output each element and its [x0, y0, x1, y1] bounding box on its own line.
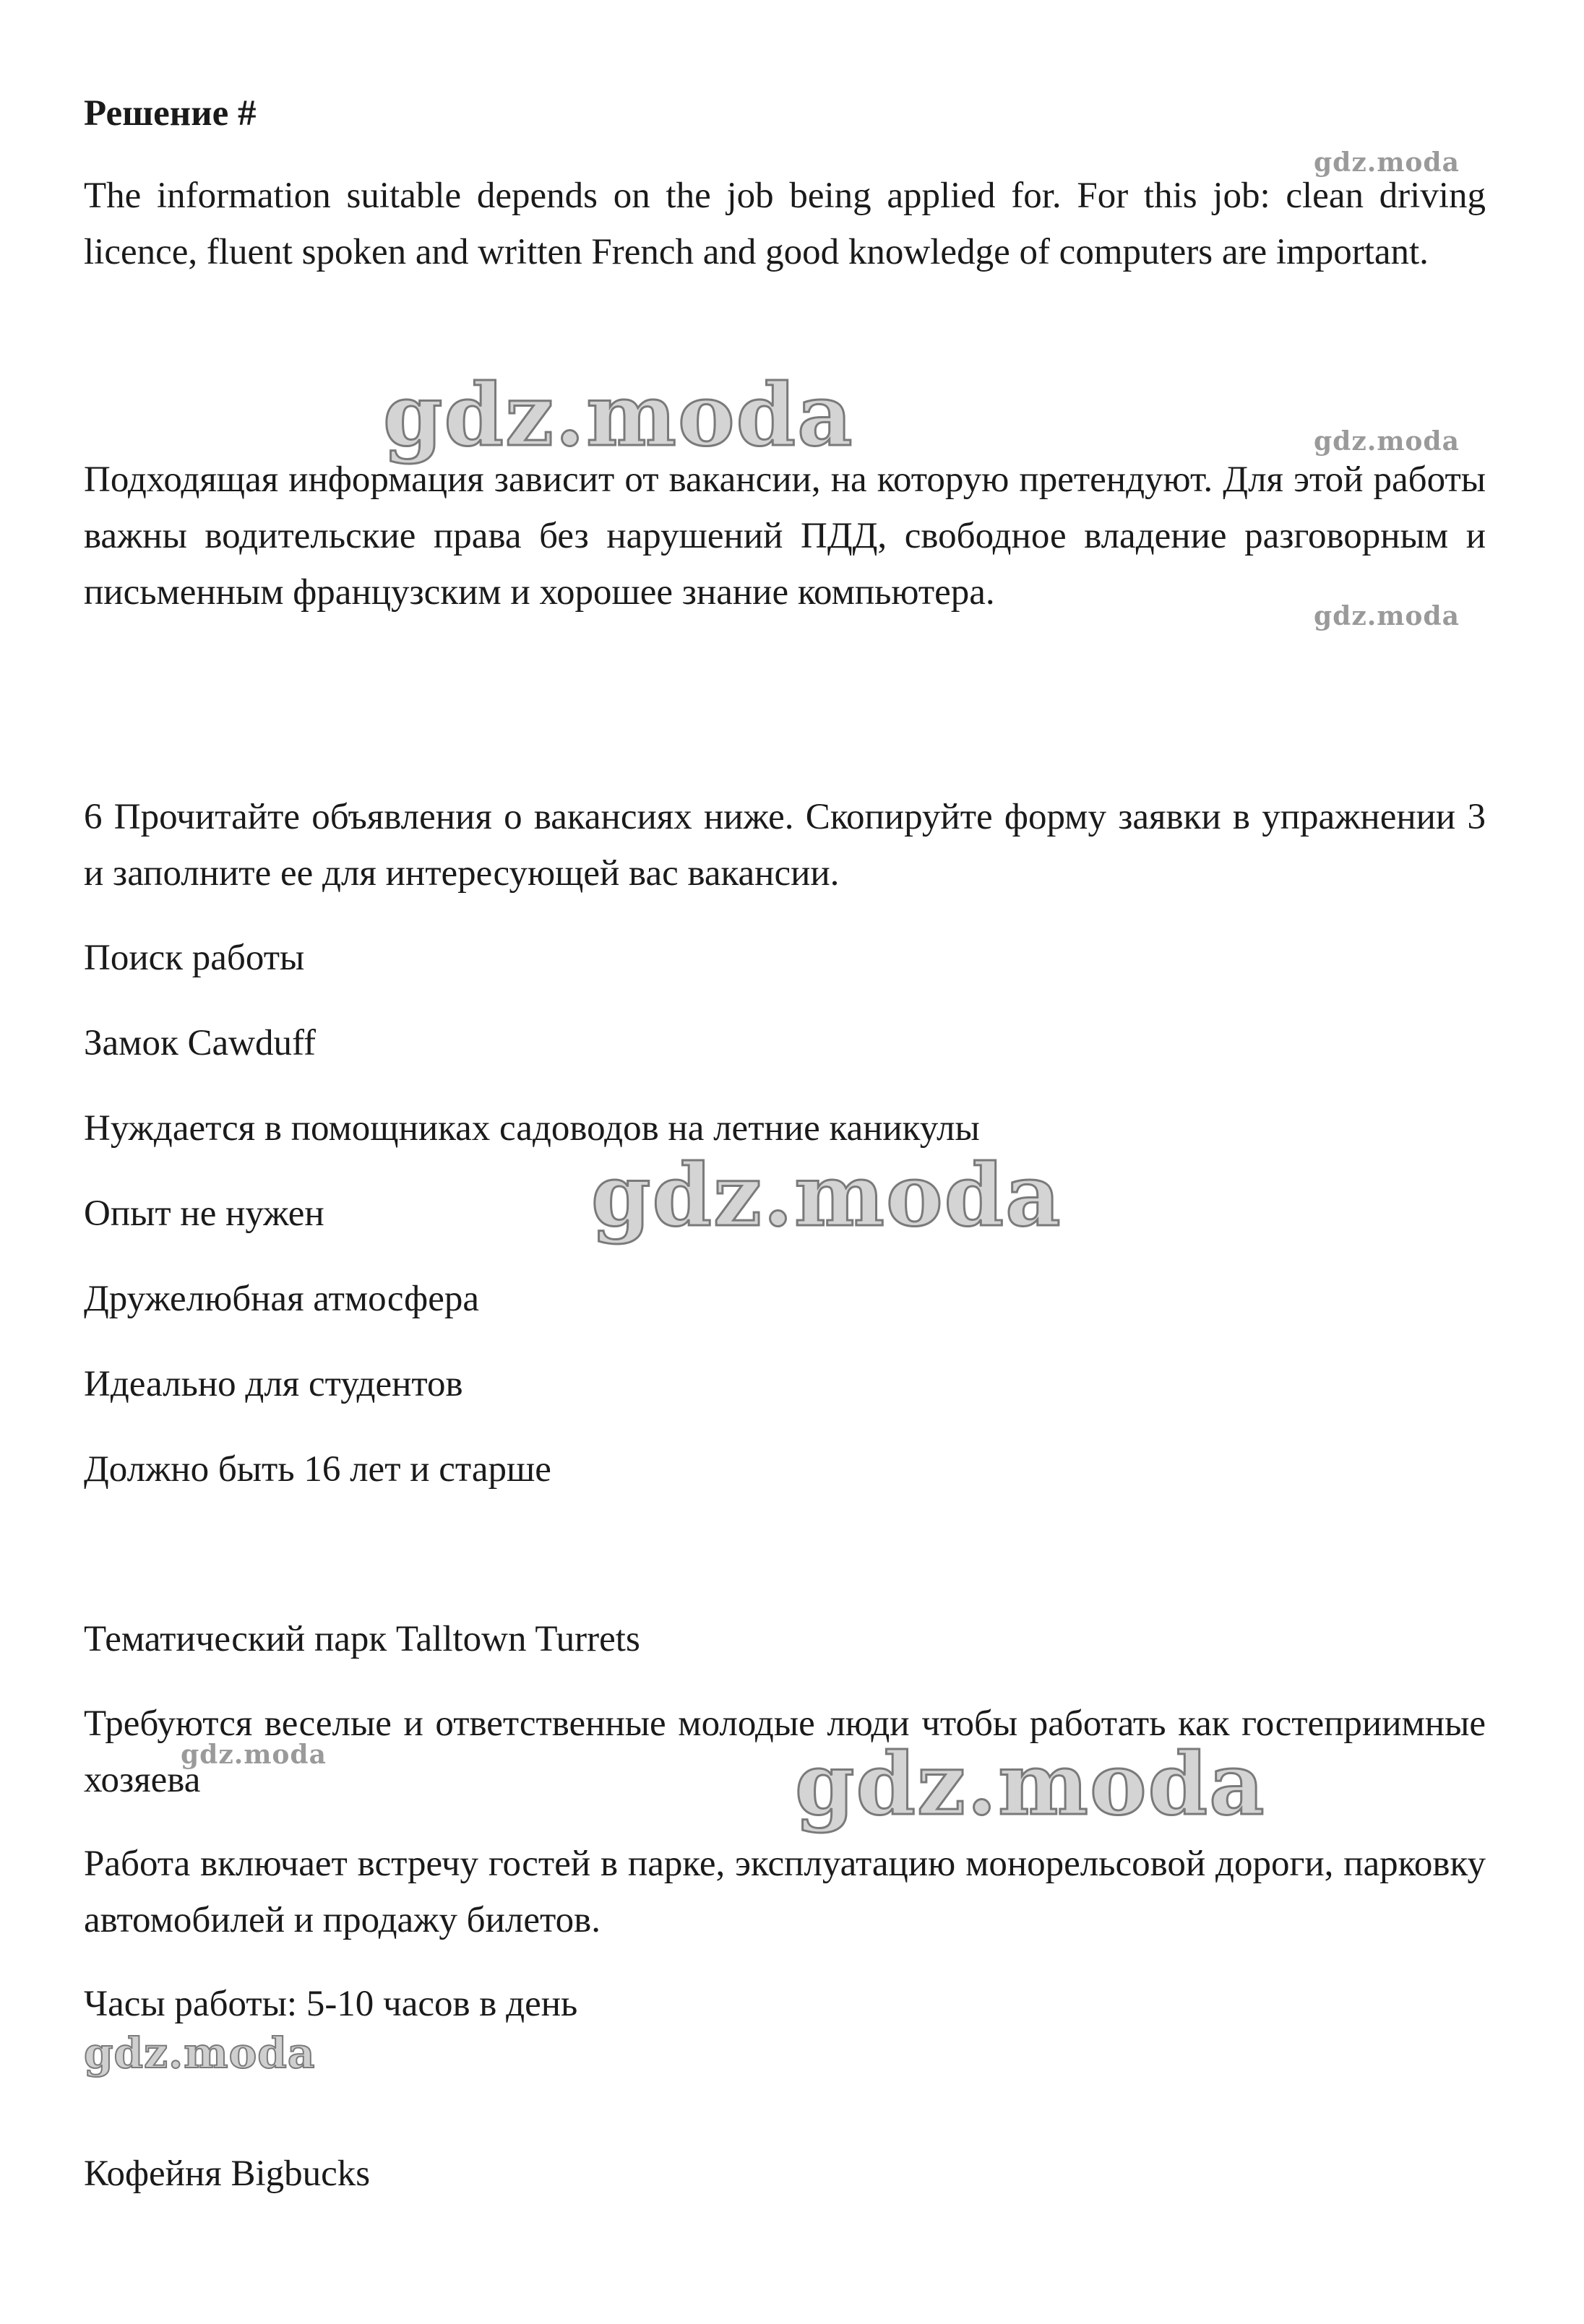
watermark-small: gdz.moda — [1314, 601, 1460, 631]
friendly-line: Дружелюбная атмосфера — [84, 1279, 480, 1319]
hours-line: Часы работы: 5-10 часов в день — [84, 1984, 578, 2024]
english-answer-paragraph: The information suitable depends on the job being applied for. For this job: clean driving licence, fluent spoken and written French and good knowledge of computers are important. — [84, 176, 1486, 272]
age-line: Должно быть 16 лет и старше — [84, 1449, 551, 1490]
watermark-small: gdz.moda — [181, 1740, 327, 1770]
watermark-large: gdz.moda — [591, 1145, 1062, 1245]
castle-line: Замок Cawduff — [84, 1023, 317, 1063]
watermark-medium: gdz.moda — [84, 2029, 316, 2078]
russian-answer-paragraph: Подходящая информация зависит от вакансии, на которую претендуют. Для этой работы важны водительские права без нарушений ПДД, свободное владение разговорным и письменным французским и хорошее знание компьютера. — [84, 459, 1486, 613]
students-line: Идеально для студентов — [84, 1364, 463, 1404]
watermark-large: gdz.moda — [383, 365, 854, 465]
park-need-paragraph: Требуются веселые и ответственные молодые люди чтобы работать как гостеприимные хозяева — [84, 1703, 1486, 1800]
castle-need-line: Нуждается в помощниках садоводов на летние каникулы — [84, 1108, 980, 1149]
park-work-paragraph: Работа включает встречу гостей в парке, эксплуатацию монорельсовой дороги, парковку автомобилей и продажу билетов. — [84, 1844, 1486, 1940]
watermark-large: gdz.moda — [795, 1734, 1266, 1834]
no-experience-line: Опыт не нужен — [84, 1193, 324, 1234]
solution-heading: Решение # — [84, 93, 257, 134]
watermark-small: gdz.moda — [1314, 426, 1460, 457]
park-line: Тематический парк Talltown Turrets — [84, 1619, 640, 1659]
coffee-line: Кофейня Bigbucks — [84, 2154, 371, 2194]
job-search-line: Поиск работы — [84, 938, 305, 978]
task-6-paragraph: 6 Прочитайте объявления о вакансиях ниже. Скопируйте форму заявки в упражнении 3 и заполните ее для интересующей вас вакансии. — [84, 797, 1486, 894]
watermark-small: gdz.moda — [1314, 147, 1460, 178]
